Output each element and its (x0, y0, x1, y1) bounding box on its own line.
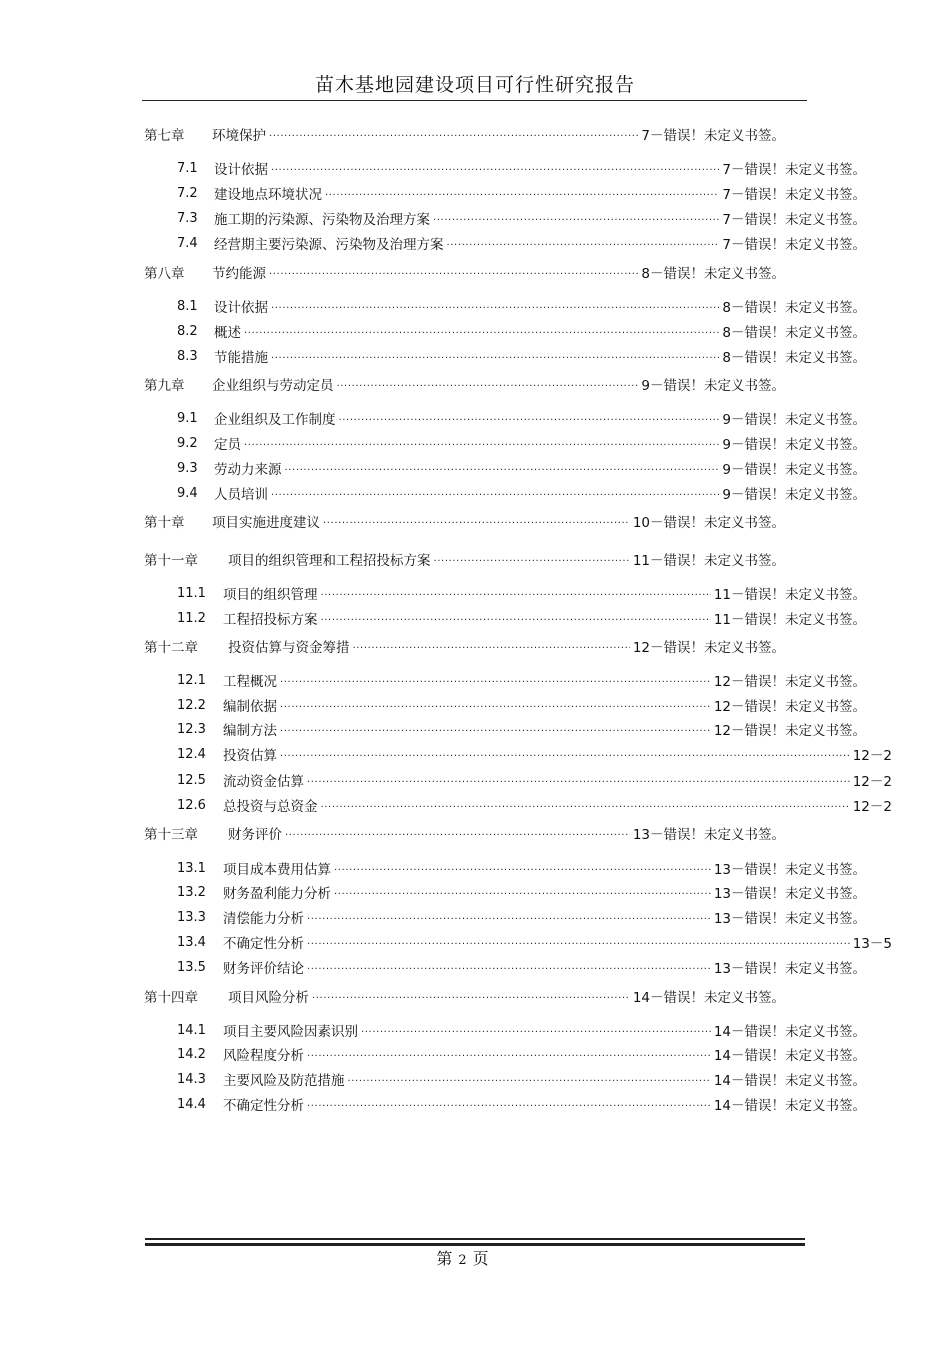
toc-page-reference: 14－错误！未定义书签。 (713, 1048, 866, 1064)
toc-entry-number: 第十章 (144, 515, 185, 531)
toc-dot-leader (271, 345, 719, 367)
toc-section-entry[interactable] (177, 956, 866, 978)
toc-entry-number: 11.1 (177, 585, 206, 601)
toc-entry-title: 节约能源 (212, 266, 266, 282)
toc-entry-number: 第十三章 (144, 827, 198, 843)
toc-entry-title: 经营期主要污染源、污染物及治理方案 (214, 237, 444, 253)
toc-section-entry[interactable] (177, 669, 866, 691)
toc-dot-leader (433, 207, 719, 229)
toc-dot-leader (321, 794, 850, 816)
toc-section-entry[interactable] (177, 857, 866, 879)
toc-chapter-entry[interactable] (144, 635, 785, 657)
toc-dot-leader (280, 743, 850, 765)
toc-page-reference: 7－错误！未定义书签。 (641, 128, 785, 144)
toc-entry-number: 7.4 (177, 235, 198, 251)
toc-entry-title: 建设地点环境状况 (214, 187, 322, 203)
toc-dot-leader (269, 261, 638, 283)
toc-entry-title: 编制依据 (223, 699, 277, 715)
toc-page-reference: 12－2 (852, 774, 892, 790)
toc-dot-leader (339, 407, 720, 429)
toc-entry-title: 项目实施进度建议 (212, 515, 320, 531)
toc-dot-leader (325, 182, 719, 204)
toc-entry-number: 11.2 (177, 610, 206, 626)
toc-entry-number: 14.2 (177, 1046, 206, 1062)
toc-page-reference: 12－错误！未定义书签。 (713, 674, 866, 690)
toc-entry-title: 环境保护 (212, 128, 266, 144)
toc-entry-title: 编制方法 (223, 723, 277, 739)
toc-page-reference: 12－错误！未定义书签。 (713, 699, 866, 715)
toc-entry-number: 8.1 (177, 298, 198, 314)
toc-entry-title: 施工期的污染源、污染物及治理方案 (214, 212, 430, 228)
toc-dot-leader (337, 373, 639, 395)
toc-section-entry[interactable] (177, 457, 866, 479)
toc-page-reference: 8－错误！未定义书签。 (641, 266, 785, 282)
toc-page-reference: 9－错误！未定义书签。 (722, 412, 866, 428)
toc-dot-leader (307, 769, 850, 791)
toc-entry-title: 工程概况 (223, 674, 277, 690)
toc-entry-title: 项目主要风险因素识别 (223, 1024, 358, 1040)
toc-page-reference: 11－错误！未定义书签。 (713, 587, 866, 603)
toc-chapter-entry[interactable] (144, 822, 785, 844)
toc-entry-title: 清偿能力分析 (223, 911, 304, 927)
toc-dot-leader (280, 669, 711, 691)
toc-entry-number: 13.2 (177, 884, 206, 900)
toc-dot-leader (321, 607, 711, 629)
toc-section-entry[interactable] (177, 582, 866, 604)
toc-page-reference: 7－错误！未定义书签。 (722, 237, 866, 253)
toc-dot-leader (271, 482, 719, 504)
toc-section-entry[interactable] (177, 207, 866, 229)
toc-entry-number: 9.2 (177, 435, 198, 451)
toc-dot-leader (353, 635, 630, 657)
toc-entry-number: 第十四章 (144, 990, 198, 1006)
toc-entry-title: 不确定性分析 (223, 936, 304, 952)
toc-dot-leader (334, 857, 711, 879)
toc-page-reference: 14－错误！未定义书签。 (713, 1024, 866, 1040)
toc-section-entry[interactable] (177, 482, 866, 504)
toc-entry-title: 节能措施 (214, 350, 268, 366)
toc-entry-title: 概述 (214, 325, 241, 341)
toc-dot-leader (280, 718, 711, 740)
toc-page-reference: 12－错误！未定义书签。 (632, 640, 785, 656)
toc-page-reference: 7－错误！未定义书签。 (722, 212, 866, 228)
toc-section-entry[interactable] (177, 432, 866, 454)
toc-entry-number: 12.1 (177, 672, 206, 688)
toc-dot-leader (434, 548, 630, 570)
toc-dot-leader (269, 123, 638, 145)
toc-entry-title: 项目的组织管理 (223, 587, 318, 603)
toc-entry-number: 12.6 (177, 797, 206, 813)
toc-entry-number: 8.2 (177, 323, 198, 339)
toc-page-reference: 7－错误！未定义书签。 (722, 162, 866, 178)
toc-entry-number: 14.4 (177, 1096, 206, 1112)
toc-dot-leader (348, 1068, 711, 1090)
toc-entry-number: 13.1 (177, 860, 206, 876)
toc-page-reference: 8－错误！未定义书签。 (722, 325, 866, 341)
toc-entry-number: 12.3 (177, 721, 206, 737)
toc-chapter-entry[interactable] (144, 510, 785, 532)
toc-entry-number: 7.2 (177, 185, 198, 201)
toc-section-entry[interactable] (177, 794, 892, 816)
toc-entry-title: 风险程度分析 (223, 1048, 304, 1064)
page-footer (0, 1246, 925, 1269)
toc-page-reference: 11－错误！未定义书签。 (632, 553, 785, 569)
toc-dot-leader (312, 985, 630, 1007)
toc-dot-leader (307, 1093, 711, 1115)
toc-section-entry[interactable] (177, 407, 866, 429)
toc-section-entry[interactable] (177, 345, 866, 367)
toc-chapter-entry[interactable] (144, 985, 785, 1007)
toc-page-reference: 13－错误！未定义书签。 (713, 886, 866, 902)
toc-dot-leader (323, 510, 630, 532)
toc-entry-number: 13.5 (177, 959, 206, 975)
toc-dot-leader (244, 432, 719, 454)
toc-entry-title: 项目的组织管理和工程招投标方案 (228, 553, 431, 569)
toc-section-entry[interactable] (177, 607, 866, 629)
toc-entry-title: 设计依据 (214, 162, 268, 178)
toc-entry-title: 工程招投标方案 (223, 612, 318, 628)
toc-entry-number: 13.3 (177, 909, 206, 925)
toc-section-entry[interactable] (177, 718, 866, 740)
toc-entry-title: 投资估算与资金筹措 (228, 640, 350, 656)
toc-section-entry[interactable] (177, 694, 866, 716)
toc-entry-number: 第八章 (144, 266, 185, 282)
toc-dot-leader (307, 1043, 711, 1065)
toc-entry-number: 8.3 (177, 348, 198, 364)
toc-entry-number: 13.4 (177, 934, 206, 950)
toc-dot-leader (271, 157, 719, 179)
toc-entry-number: 9.1 (177, 410, 198, 426)
footer-suffix: 页 (472, 1249, 489, 1268)
toc-chapter-entry[interactable] (144, 373, 785, 395)
toc-dot-leader (285, 822, 630, 844)
toc-page-reference: 13－错误！未定义书签。 (713, 862, 866, 878)
toc-entry-title: 财务评价结论 (223, 961, 304, 977)
toc-page-reference: 9－错误！未定义书签。 (722, 437, 866, 453)
toc-entry-title: 项目风险分析 (228, 990, 309, 1006)
toc-entry-title: 流动资金估算 (223, 774, 304, 790)
toc-section-entry[interactable] (177, 320, 866, 342)
toc-entry-number: 9.4 (177, 485, 198, 501)
toc-page-reference: 9－错误！未定义书签。 (722, 462, 866, 478)
toc-dot-leader (307, 906, 711, 928)
toc-entry-title: 不确定性分析 (223, 1098, 304, 1114)
toc-page-reference: 12－2 (852, 748, 892, 764)
toc-entry-title: 定员 (214, 437, 241, 453)
toc-section-entry[interactable] (177, 1068, 866, 1090)
toc-page-reference: 13－错误！未定义书签。 (713, 911, 866, 927)
toc-entry-number: 第十一章 (144, 553, 198, 569)
toc-page-reference: 11－错误！未定义书签。 (713, 612, 866, 628)
toc-entry-title: 人员培训 (214, 487, 268, 503)
toc-dot-leader (447, 232, 720, 254)
toc-entry-title: 主要风险及防范措施 (223, 1073, 345, 1089)
toc-page-reference: 8－错误！未定义书签。 (722, 350, 866, 366)
toc-entry-number: 12.4 (177, 746, 206, 762)
footer-rule-thin (145, 1238, 805, 1240)
toc-entry-title: 投资估算 (223, 748, 277, 764)
toc-dot-leader (244, 320, 719, 342)
toc-dot-leader (321, 582, 711, 604)
toc-entry-number: 12.2 (177, 697, 206, 713)
toc-page-reference: 14－错误！未定义书签。 (713, 1073, 866, 1089)
toc-chapter-entry[interactable] (144, 261, 785, 283)
toc-dot-leader (280, 694, 711, 716)
toc-page-reference: 9－错误！未定义书签。 (722, 487, 866, 503)
toc-entry-number: 9.3 (177, 460, 198, 476)
toc-section-entry[interactable] (177, 295, 866, 317)
toc-entry-title: 财务评价 (228, 827, 282, 843)
toc-page-reference: 10－错误！未定义书签。 (632, 515, 785, 531)
toc-chapter-entry[interactable] (144, 548, 785, 570)
toc-page-reference: 9－错误！未定义书签。 (641, 378, 785, 394)
toc-page-reference: 8－错误！未定义书签。 (722, 300, 866, 316)
toc-section-entry[interactable] (177, 232, 866, 254)
toc-dot-leader (334, 881, 711, 903)
toc-section-entry[interactable] (177, 182, 866, 204)
toc-section-entry[interactable] (177, 906, 866, 928)
toc-section-entry[interactable] (177, 743, 892, 765)
toc-entry-title: 设计依据 (214, 300, 268, 316)
toc-page-reference: 7－错误！未定义书签。 (722, 187, 866, 203)
footer-page-number: 2 (458, 1253, 467, 1268)
toc-entry-number: 7.3 (177, 210, 198, 226)
toc-entry-title: 财务盈利能力分析 (223, 886, 331, 902)
toc-section-entry[interactable] (177, 769, 892, 791)
toc-entry-title: 企业组织及工作制度 (214, 412, 336, 428)
toc-entry-number: 14.1 (177, 1022, 206, 1038)
toc-dot-leader (361, 1019, 711, 1041)
toc-section-entry[interactable] (177, 1043, 866, 1065)
toc-section-entry[interactable] (177, 157, 866, 179)
footer-prefix: 第 (436, 1249, 453, 1268)
toc-entry-number: 第七章 (144, 128, 185, 144)
toc-chapter-entry[interactable] (144, 123, 785, 145)
toc-entry-title: 企业组织与劳动定员 (212, 378, 334, 394)
toc-entry-number: 14.3 (177, 1071, 206, 1087)
toc-dot-leader (307, 931, 850, 953)
toc-entry-number: 第九章 (144, 378, 185, 394)
toc-entry-number: 7.1 (177, 160, 198, 176)
toc-dot-leader (307, 956, 711, 978)
toc-entry-title: 项目成本费用估算 (223, 862, 331, 878)
toc-page-reference: 12－2 (852, 799, 892, 815)
toc-page-reference: 13－错误！未定义书签。 (632, 827, 785, 843)
toc-page-reference: 14－错误！未定义书签。 (713, 1098, 866, 1114)
toc-section-entry[interactable] (177, 881, 866, 903)
toc-entry-number: 12.5 (177, 772, 206, 788)
page-header-title: 苗木基地园建设项目可行性研究报告 (314, 74, 635, 96)
toc-page-reference: 13－5 (852, 936, 892, 952)
toc-entry-title: 劳动力来源 (214, 462, 282, 478)
toc-page-reference: 14－错误！未定义书签。 (632, 990, 785, 1006)
toc-entry-title: 总投资与总资金 (223, 799, 318, 815)
toc-entry-number: 第十二章 (144, 640, 198, 656)
toc-section-entry[interactable] (177, 1093, 866, 1115)
toc-page-reference: 13－错误！未定义书签。 (713, 961, 866, 977)
toc-dot-leader (271, 295, 719, 317)
toc-page-reference: 12－错误！未定义书签。 (713, 723, 866, 739)
toc-dot-leader (285, 457, 720, 479)
toc-section-entry[interactable] (177, 931, 892, 953)
toc-section-entry[interactable] (177, 1019, 866, 1041)
